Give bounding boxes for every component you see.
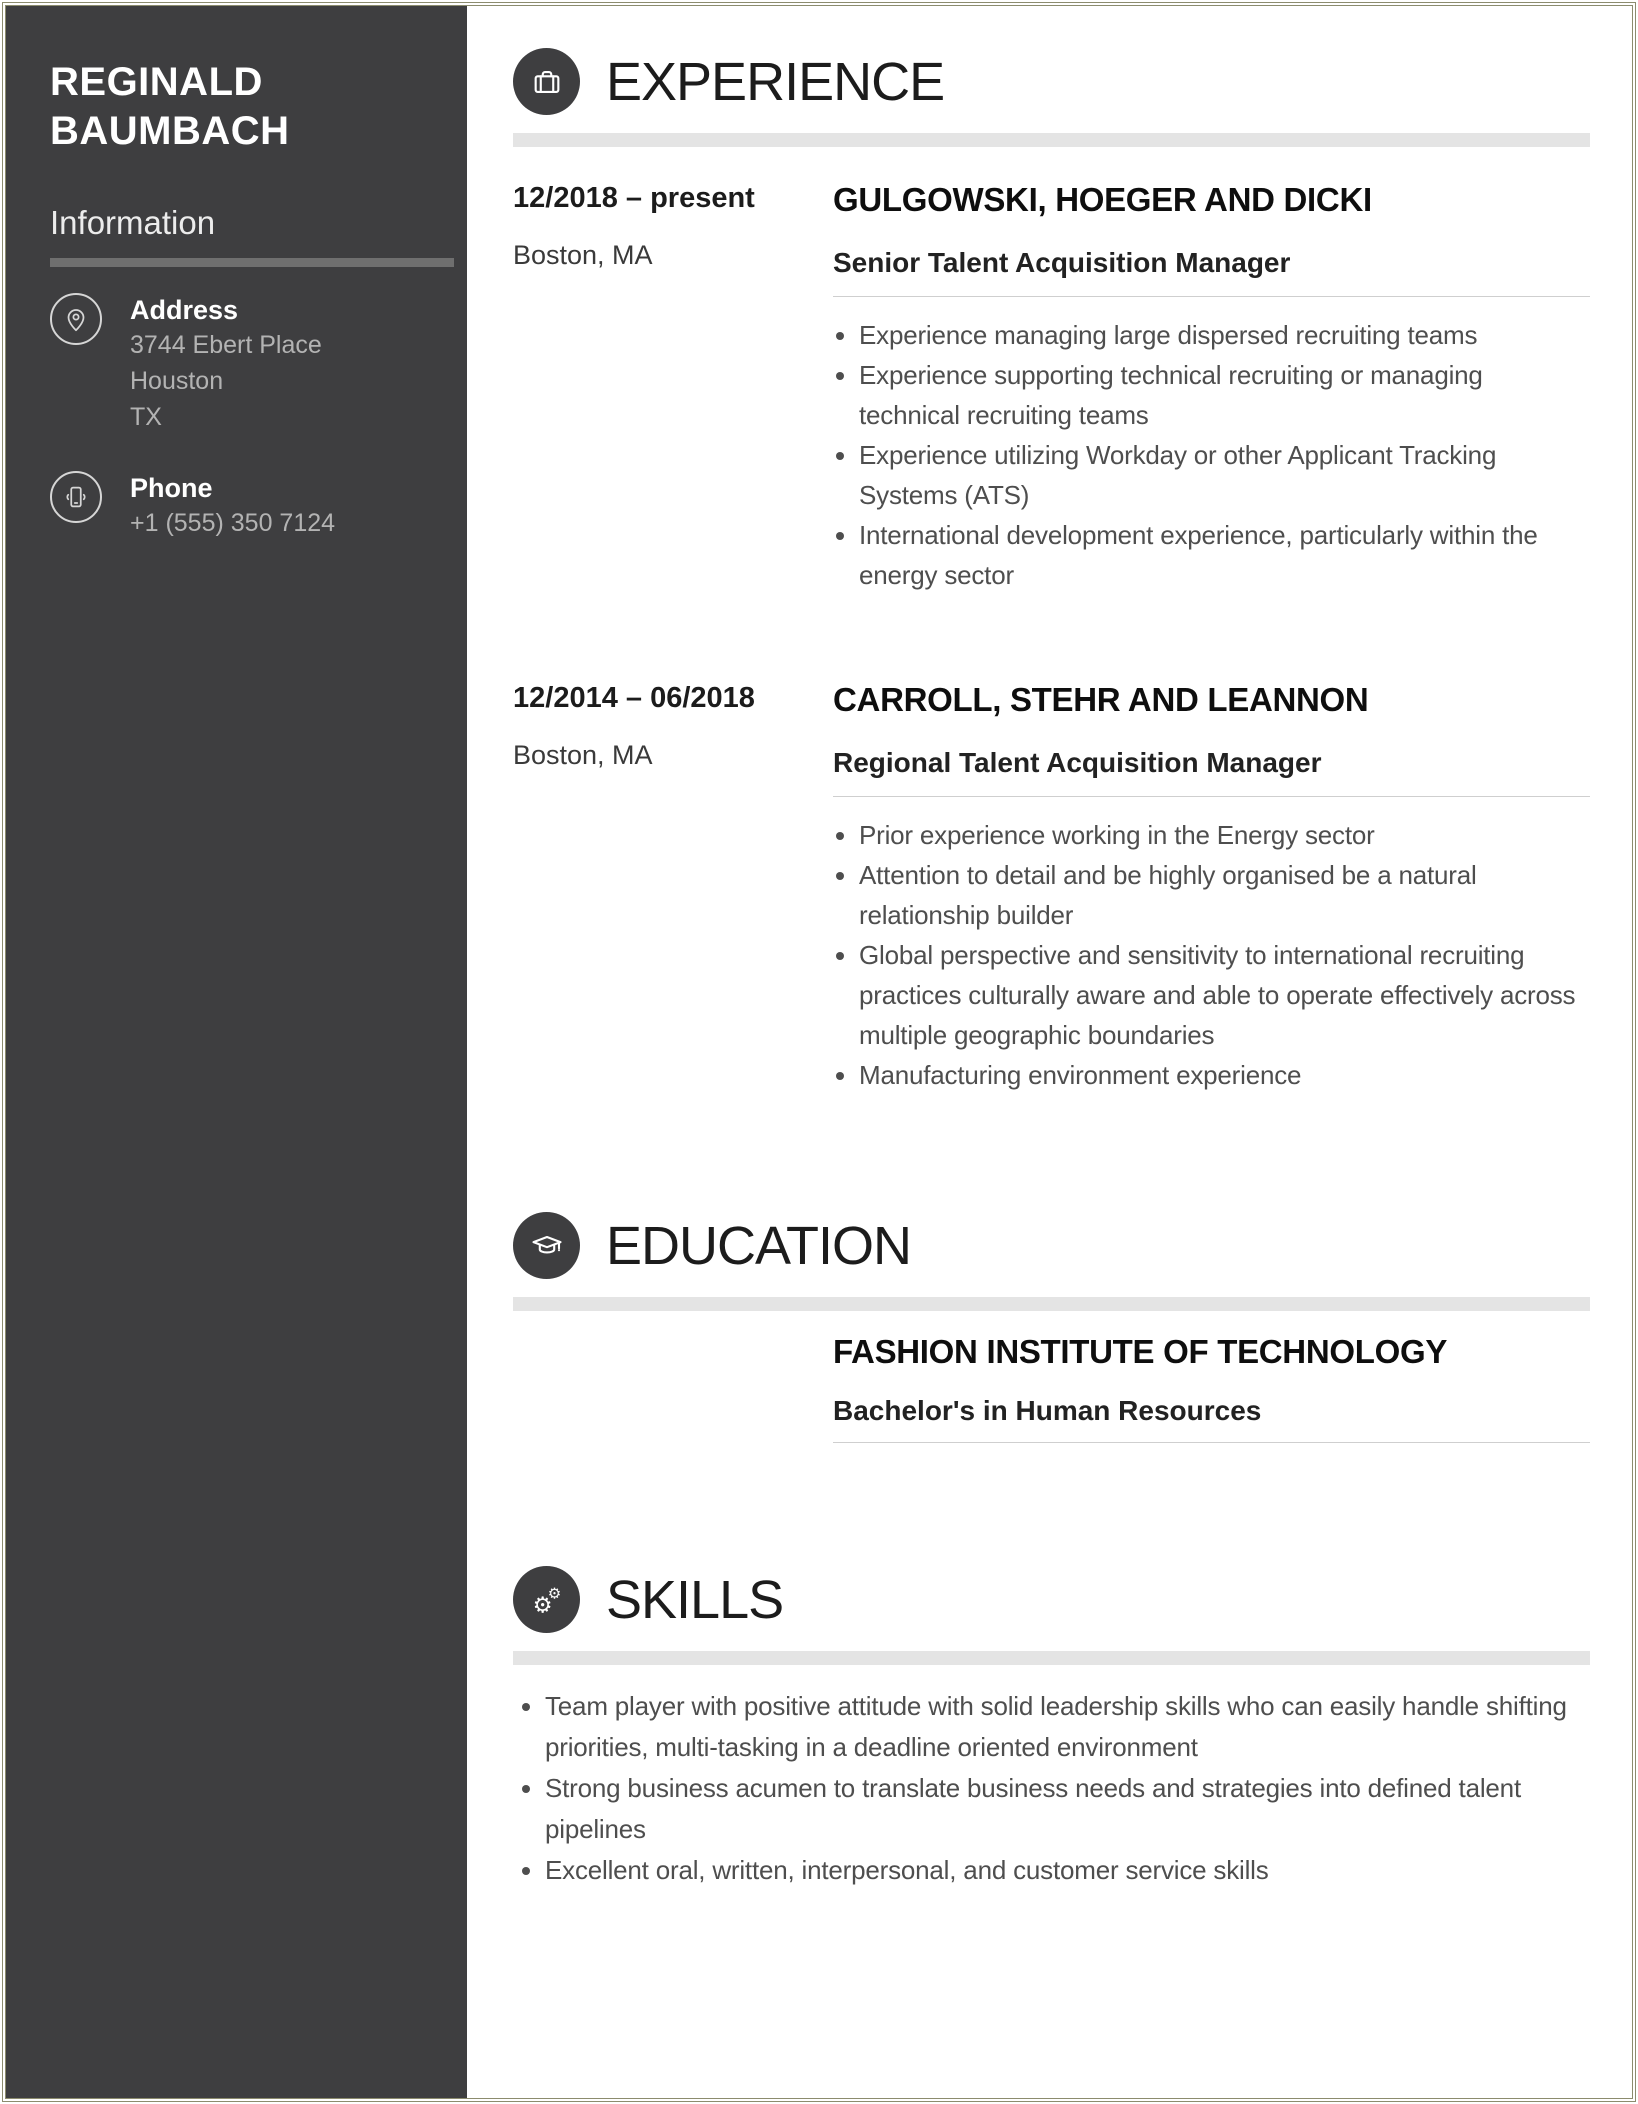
skills-title: SKILLS [606,1569,784,1630]
person-last-name: BAUMBACH [50,109,290,153]
svg-text:⚙: ⚙ [532,1592,553,1619]
education-section-header [513,1212,1590,1311]
experience-entry-1-body [833,180,1590,595]
skills-section-header [513,1566,1590,1665]
sidebar [6,6,467,2098]
information-divider [50,258,454,267]
entry-1-role: Senior Talent Acquisition Manager [833,247,1291,278]
svg-text:⚙: ⚙ [547,1583,561,1602]
address-line-3: TX [130,403,162,431]
entry-1-location: Boston, MA [513,240,653,270]
entry-2-location: Boston, MA [513,740,653,770]
gears-icon [513,1566,580,1633]
address-line-2: Houston [130,367,224,395]
entry-2-company: CARROLL, STEHR AND LEANNON [833,681,1369,718]
skills-header [513,1566,1590,1633]
person-name [50,58,423,156]
entry-2-divider [833,796,1590,797]
person-first-name: REGINALD [50,60,263,104]
education-divider [833,1442,1590,1443]
experience-section-header [513,48,1590,147]
entry-1-bullet: • Experience supporting technical recruiting or managing technical recruiting teams [859,355,1590,435]
education-header-bar [513,1297,1590,1311]
phone-icon [50,471,102,523]
entry-2-role: Regional Talent Acquisition Manager [833,747,1322,778]
entry-1-divider [833,296,1590,297]
entry-1-bullet: • Experience utilizing Workday or other Applicant Tracking Systems (ATS) [859,435,1590,515]
education-entry [833,1332,1590,1443]
phone-item [50,471,447,541]
experience-entry-2 [513,680,1590,1095]
education-school: FASHION INSTITUTE OF TECHNOLOGY [833,1333,1448,1370]
location-pin-icon [50,293,102,345]
entry-2-bullet: • Manufacturing environment experience [859,1055,1590,1095]
skills-bullet: • Strong business acumen to translate business needs and strategies into defined talent pipelines [545,1768,1590,1850]
skills-bullets [513,1686,1590,1891]
experience-entry-1 [513,180,1590,595]
phone-number: +1 (555) 350 7124 [130,509,336,537]
address-line-1: 3744 Ebert Place [130,331,322,359]
entry-2-dates: 12/2014 – 06/2018 [513,682,755,714]
education-header [513,1212,1590,1279]
graduation-cap-icon [513,1212,580,1279]
experience-entry-1-meta [513,180,833,595]
address-item [50,293,447,435]
education-title: EDUCATION [606,1215,912,1276]
entry-2-bullets [833,815,1590,1095]
briefcase-icon [513,48,580,115]
entry-1-dates: 12/2018 – present [513,182,755,214]
skills-bullet: • Excellent oral, written, interpersonal, and customer service skills [545,1850,1590,1891]
address-label: Address [130,295,239,325]
skills-list [513,1686,1590,1891]
experience-header-bar [513,133,1590,147]
information-heading: Information [50,204,216,241]
entry-2-bullet: • Global perspective and sensitivity to international recruiting practices culturally aware and able to operate effectively across multiple geographic boundaries [859,935,1590,1055]
address-text [130,293,322,435]
experience-title: EXPERIENCE [606,51,945,112]
entry-1-bullets [833,315,1590,595]
entry-2-bullet: • Prior experience working in the Energy sector [859,815,1590,855]
entry-1-company: GULGOWSKI, HOEGER AND DICKI [833,181,1372,218]
experience-entry-2-body [833,680,1590,1095]
entry-1-bullet: • Experience managing large dispersed recruiting teams [859,315,1590,355]
experience-entry-2-meta [513,680,833,1095]
skills-header-bar [513,1651,1590,1665]
phone-text [130,471,335,541]
phone-label: Phone [130,473,213,503]
entry-1-bullet: • International development experience, particularly within the energy sector [859,515,1590,595]
experience-header [513,48,1590,115]
skills-bullet: • Team player with positive attitude with solid leadership skills who can easily handle shifting priorities, multi-tasking in a deadline oriented environment [545,1686,1590,1768]
main-content [467,6,1632,2098]
entry-2-bullet: • Attention to detail and be highly organised be a natural relationship builder [859,855,1590,935]
education-degree: Bachelor's in Human Resources [833,1395,1262,1426]
